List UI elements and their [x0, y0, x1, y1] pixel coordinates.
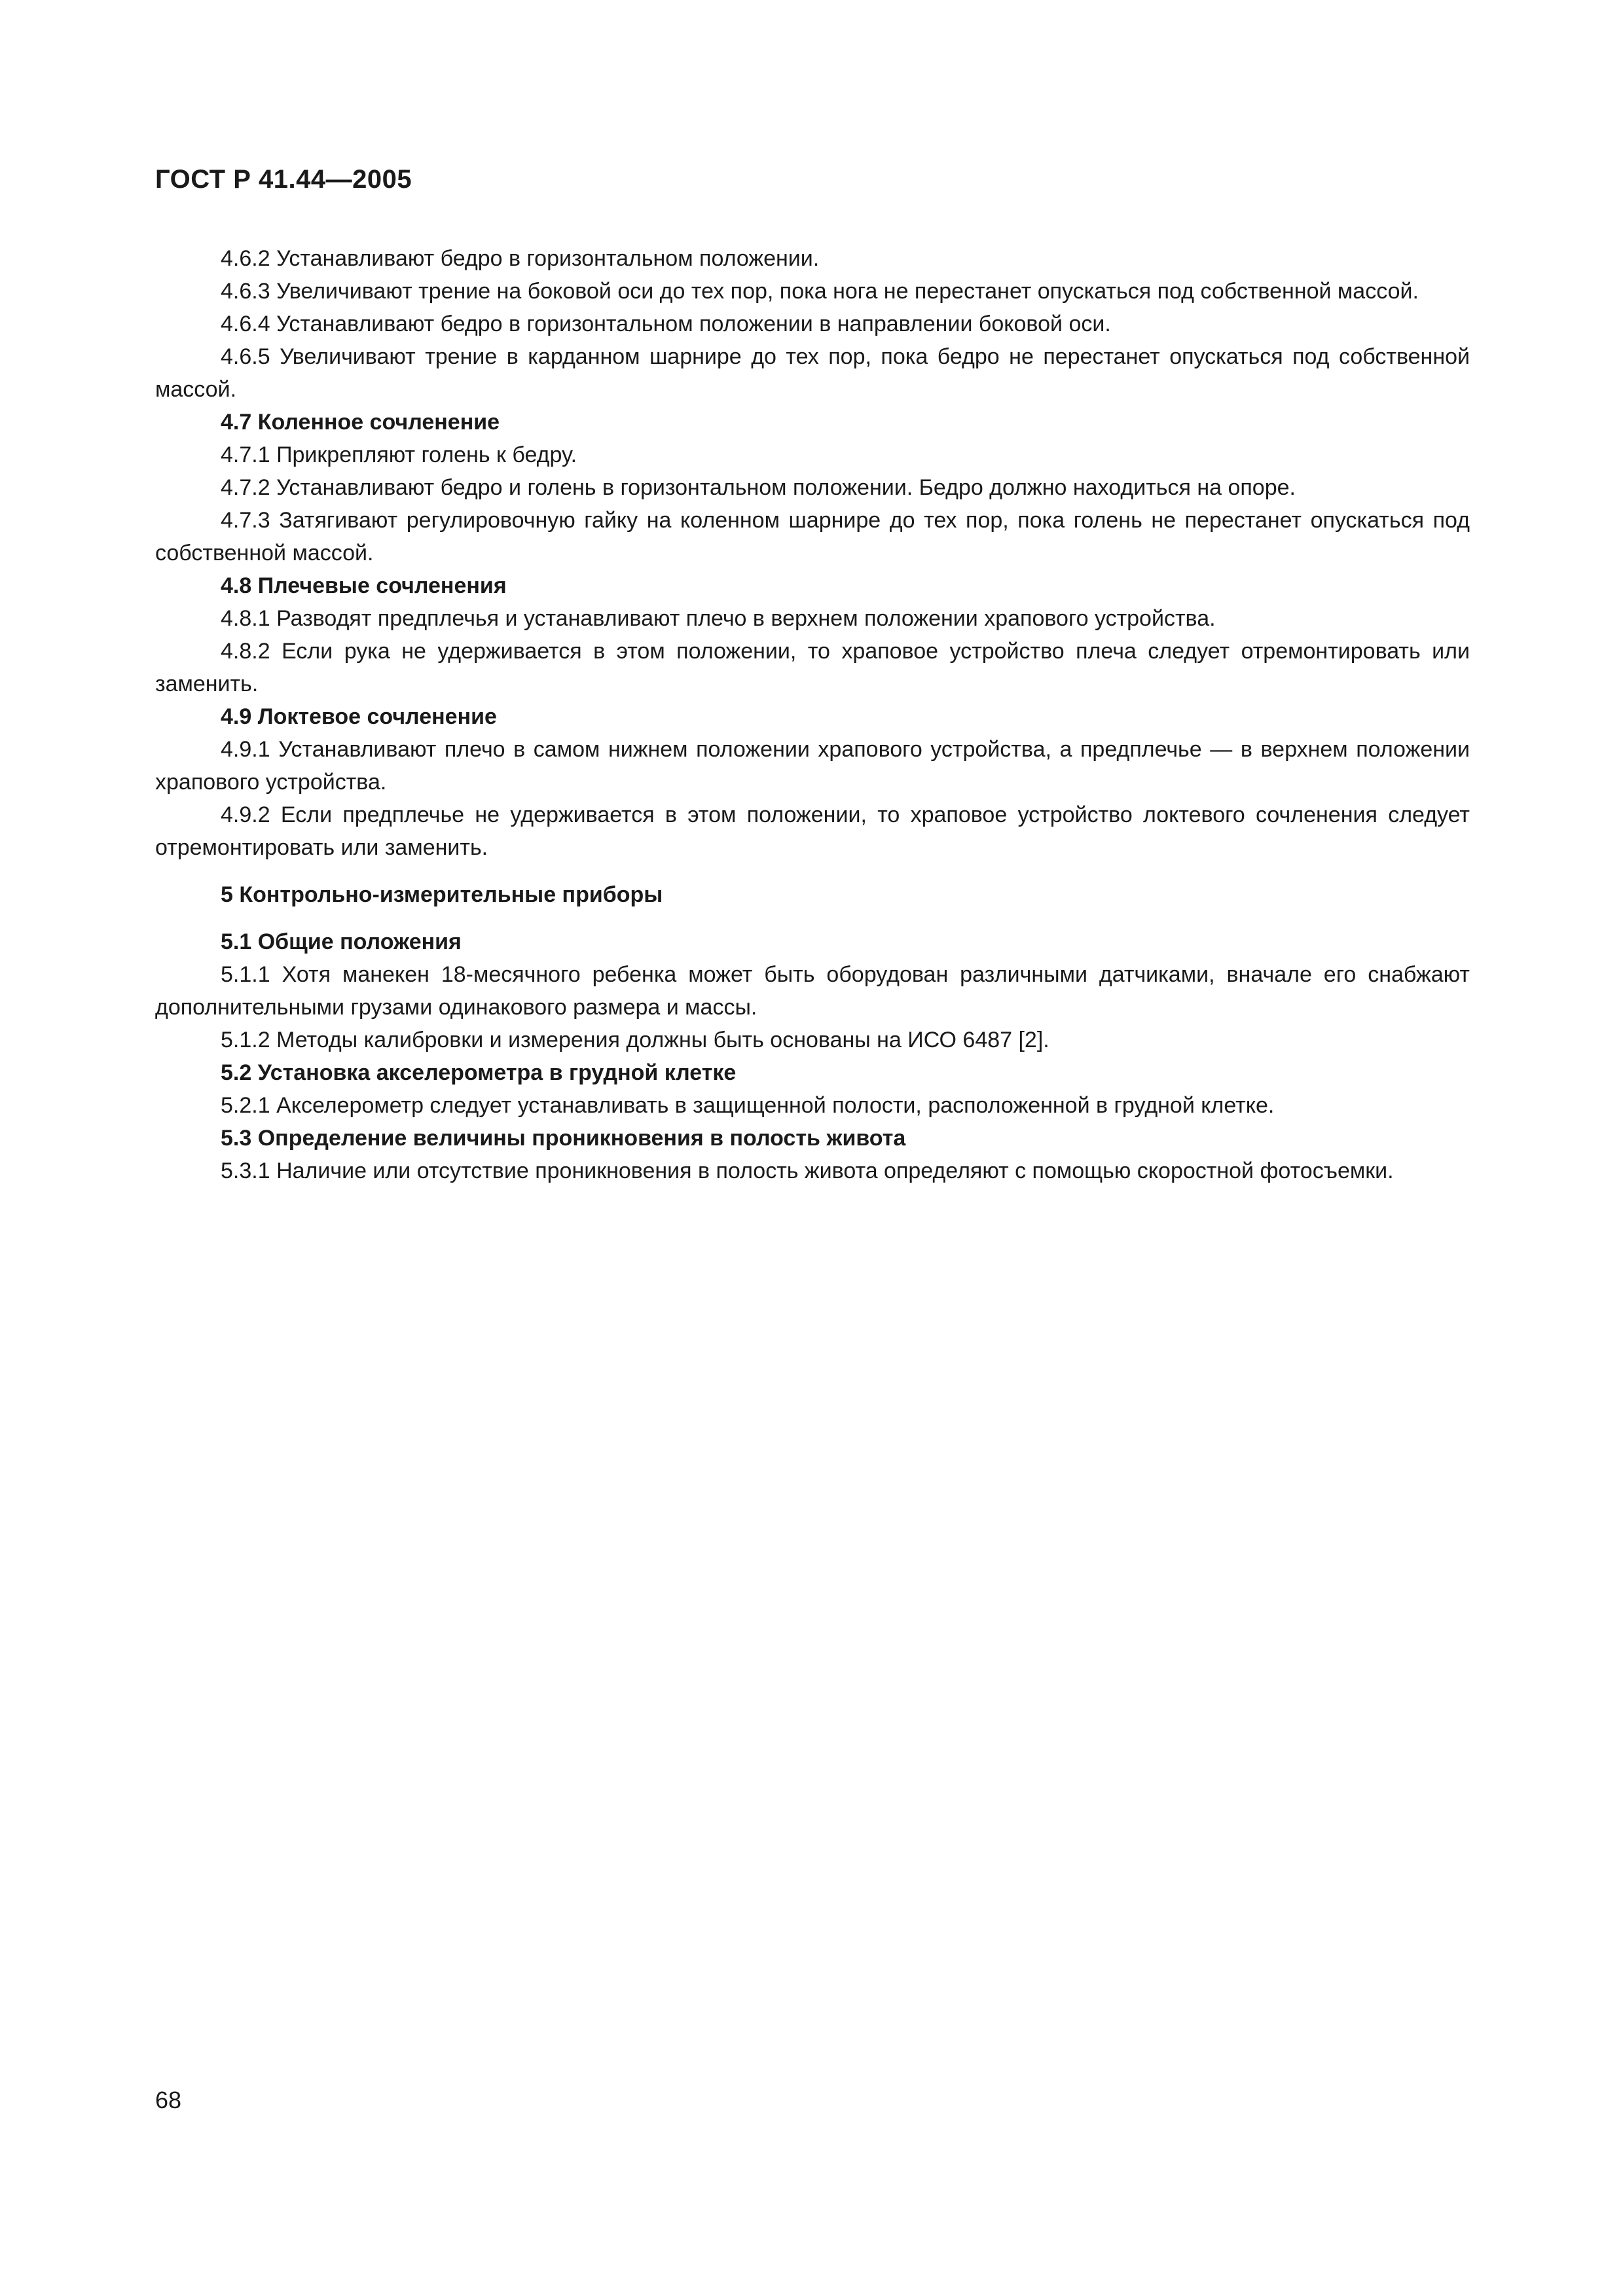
heading-4-8: 4.8 Плечевые сочленения — [221, 573, 507, 598]
paragraph-5-1-1: 5.1.1 Хотя манекен 18-месячного ребенка может быть оборудован различными датчиками, вначале его снабжают дополнительными грузами одинакового размера и массы. — [155, 962, 1470, 1020]
paragraph-4-6-5: 4.6.5 Увеличивают трение в карданном шарнире до тех пор, пока бедро не перестанет опускаться под собственной массой. — [155, 344, 1470, 402]
paragraph-5-1-2: 5.1.2 Методы калибровки и измерения должны быть основаны на ИСО 6487 [2]. — [221, 1028, 1049, 1052]
paragraph-4-9-2: 4.9.2 Если предплечье не удерживается в этом положении, то храповое устройство локтевого сочленения следует отремонтировать или заменить. — [155, 802, 1470, 860]
heading-4-7: 4.7 Коленное сочленение — [221, 410, 500, 435]
paragraph-4-7-2: 4.7.2 Устанавливают бедро и голень в горизонтальном положении. Бедро должно находиться на опоре. — [221, 475, 1296, 500]
paragraph-4-7-3: 4.7.3 Затягивают регулировочную гайку на коленном шарнире до тех пор, пока голень не перестанет опускаться под собственной массой. — [155, 508, 1470, 565]
section-heading-5: 5 Контрольно-измерительные приборы — [221, 882, 663, 907]
document-body — [155, 242, 1470, 1187]
paragraph-4-7-1: 4.7.1 Прикрепляют голень к бедру. — [221, 442, 577, 467]
paragraph-5-2-1: 5.2.1 Акселерометр следует устанавливать в защищенной полости, расположенной в грудной клетке. — [221, 1093, 1275, 1118]
heading-5-3: 5.3 Определение величины проникновения в полость живота — [221, 1126, 906, 1151]
paragraph-5-3-1: 5.3.1 Наличие или отсутствие проникновения в полость живота определяют с помощью скоростной фотосъемки. — [221, 1158, 1394, 1183]
heading-5-2: 5.2 Установка акселерометра в грудной клетке — [221, 1060, 737, 1085]
paragraph-4-8-1: 4.8.1 Разводят предплечья и устанавливают плечо в верхнем положении храпового устройства. — [221, 606, 1216, 631]
paragraph-4-6-3: 4.6.3 Увеличивают трение на боковой оси до тех пор, пока нога не перестанет опускаться под собственной массой. — [221, 279, 1419, 304]
paragraph-4-9-1: 4.9.1 Устанавливают плечо в самом нижнем положении храпового устройства, а предплечье — в верхнем положении храпового устройства. — [155, 737, 1470, 795]
paragraph-4-6-2: 4.6.2 Устанавливают бедро в горизонтальном положении. — [221, 246, 820, 271]
page-number: 68 — [155, 2087, 182, 2113]
paragraph-4-6-4: 4.6.4 Устанавливают бедро в горизонтальном положении в направлении боковой оси. — [221, 312, 1111, 336]
paragraph-4-8-2: 4.8.2 Если рука не удерживается в этом положении, то храповое устройство плеча следует отремонтировать или заменить. — [155, 639, 1470, 696]
heading-4-9: 4.9 Локтевое сочленение — [221, 704, 497, 729]
heading-5-1: 5.1 Общие положения — [221, 929, 462, 954]
document-header: ГОСТ Р 41.44—2005 — [155, 165, 412, 194]
